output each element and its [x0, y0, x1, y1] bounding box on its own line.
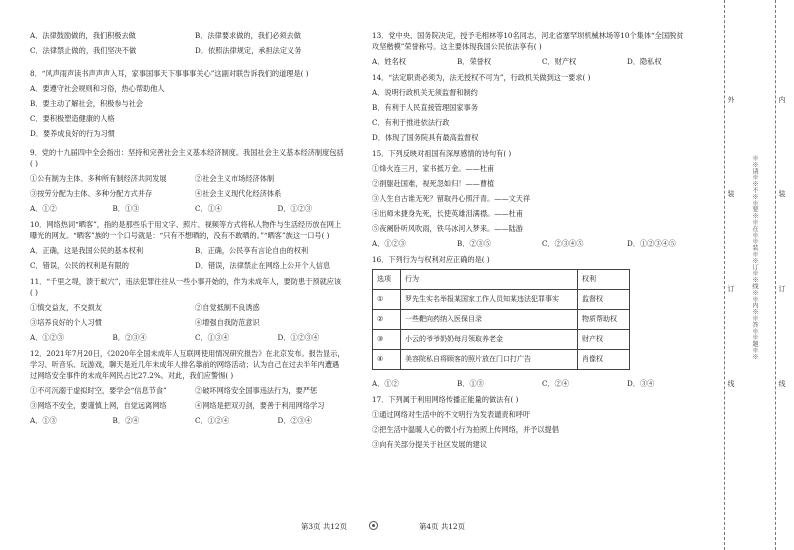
q15-item-4: ④出师未捷身先死，长使英雄泪满襟。——杜甫: [372, 209, 523, 218]
binding-label-ding-inner: 订: [778, 285, 786, 292]
q13-option-b[interactable]: B．荣誉权: [457, 57, 492, 66]
q16-option-b[interactable]: B．①③: [457, 379, 484, 388]
q10-option-b[interactable]: B．正确，公民享有言论自由的权利: [195, 246, 309, 255]
q14-option-b[interactable]: B．有利于人民直接管理国家事务: [372, 103, 478, 112]
q16-option-d[interactable]: D．③④: [627, 379, 655, 388]
table-header-option: 选项: [373, 270, 401, 290]
q11-option-c[interactable]: C．①③④: [195, 333, 230, 342]
q13-option-c[interactable]: C．财产权: [542, 57, 577, 66]
q9-stem-cont: ( ): [30, 159, 38, 168]
q11-option-d[interactable]: D．①②③④: [277, 333, 320, 342]
right-page-column: [372, 30, 702, 455]
question-14: [372, 72, 702, 143]
q15-option-c[interactable]: C．②③④⑤: [542, 239, 584, 248]
table-row: [373, 290, 630, 310]
q8-option-c[interactable]: C．要积极塑造健康的人格: [30, 114, 115, 123]
left-page-column: [30, 30, 350, 431]
table-cell: 财产权: [578, 330, 630, 350]
q10-option-d[interactable]: D．错误，法律禁止在网络上公开个人信息: [195, 261, 331, 270]
q9-item-4: ④社会主义现代化经济体系: [195, 189, 282, 198]
q13-option-a[interactable]: A．姓名权: [372, 57, 406, 66]
binding-notice: ※※请※※不※※要※※在※※装※※订※※线※※内※※答※※题※※: [751, 155, 758, 360]
table-cell: ②: [373, 310, 401, 330]
q15-item-1: ①烽火连三月，家书抵万金。——杜甫: [372, 164, 495, 173]
binding-label-outer: 外: [727, 96, 735, 103]
q14-stem: 14．“法定职责必须为，法无授权不可为”，行政机关做到这一要求( ): [372, 73, 591, 82]
q16-stem: 16．下列行为与权利对应正确的是( ): [372, 255, 490, 264]
q12-stem-cont-2: 过网络安全事件的未成年网民占比27.2%。对此，我们应警惕( ): [30, 371, 234, 380]
table-row: [373, 350, 630, 370]
q10-stem: 10．网络热词“晒客”，指的是那些乐于用文字、照片、视频等方式将私人物件与生活经历放在网上: [30, 220, 342, 229]
q7-option-c[interactable]: C．法律禁止做的，我们坚决不做: [30, 46, 137, 55]
table-cell: ①: [373, 290, 401, 310]
table-cell: 物质帮助权: [578, 310, 630, 330]
q12-option-d[interactable]: D．②③④: [277, 416, 313, 425]
q12-stem: 12．2021年7月20日，《2020年全国未成年人互联网使用情况研究报告》在北京发布。报告显示，: [30, 349, 345, 358]
q11-item-3: ③培养良好的个人习惯: [30, 318, 102, 327]
question-9: [30, 147, 350, 214]
q9-item-2: ②社会主义市场经济体制: [195, 174, 275, 183]
footer-page-number-left: 第3页 共12页: [301, 522, 348, 531]
question-11: [30, 276, 350, 343]
q12-item-4: ④网络是把双刃剑，要善于利用网络学习: [195, 401, 325, 410]
table-header-right: 权利: [578, 270, 630, 290]
question-13: [372, 30, 702, 67]
q8-stem: 8．“风声雨声读书声声声入耳，家事国事天下事事事关心”这副对联告诉我们的道理是( ): [30, 69, 309, 78]
question-10: [30, 219, 350, 271]
binding-label-inner: 内: [778, 96, 786, 103]
q7-option-a[interactable]: A．法律鼓励做的，我们积极去做: [30, 31, 136, 40]
q9-option-b[interactable]: B．①③: [112, 204, 140, 213]
q11-option-b[interactable]: B．②③④: [112, 333, 147, 342]
q17-item-3: ③向有关部分提关于社区发展的建议: [372, 440, 488, 449]
table-cell: 肖像权: [578, 350, 630, 370]
q12-item-1: ①不可沉溺于虚拟时空，要学会“信息节食”: [30, 386, 167, 395]
q9-item-1: ①公有制为主体、多种所有制经济共同发展: [30, 174, 167, 183]
table-header-behavior: 行为: [401, 270, 578, 290]
binding-label-ding: 订: [727, 285, 735, 292]
q8-option-b[interactable]: B．要主动了解社会，积极参与社会: [30, 99, 144, 108]
q15-stem: 15．下列反映对祖国有深厚感情的诗句有( ): [372, 149, 512, 158]
q17-item-1: ①通过网络对生活中的不文明行为发表谴责和呼吁: [372, 410, 531, 419]
q16-option-c[interactable]: C．②④: [542, 379, 570, 388]
binding-label-zhuang-inner: 装: [778, 190, 786, 197]
q14-option-c[interactable]: C．有利于推进依法行政: [372, 118, 450, 127]
binding-label-xian: 线: [727, 380, 735, 387]
q9-option-c[interactable]: C．①④: [195, 204, 223, 213]
table-cell: 美容院私自将顾客的照片放在门口打广告: [401, 350, 578, 370]
q12-option-a[interactable]: A．①③: [30, 416, 57, 425]
q13-option-d[interactable]: D．隐私权: [627, 57, 662, 66]
center-circle-icon: [369, 521, 378, 530]
q12-stem-cont-1: 学习、听音乐、玩游戏，聊天是近几年未成年人排名靠前的网络活动；认为自己在过去半年内遭遇: [30, 360, 340, 369]
q9-option-d[interactable]: D．①②③: [277, 204, 313, 213]
table-cell: ④: [373, 350, 401, 370]
question-15: [372, 148, 702, 249]
q11-option-a[interactable]: A．①②③: [30, 333, 64, 342]
q15-option-b[interactable]: B．②③⑤: [457, 239, 492, 248]
q17-item-2: ②把生活中温暖人心的微小行为拍照上传网络，并予以提倡: [372, 425, 559, 434]
q12-option-b[interactable]: B．②④: [112, 416, 140, 425]
q9-stem: 9．党的十九届四中全会指出：坚持和完善社会主义基本经济制度。我国社会主义基本经济制度包括: [30, 148, 344, 157]
question-17: [372, 394, 702, 450]
q11-stem: 11．“千里之堤，溃于蚁穴”，违法犯罪往往从一些小事开始的，作为未成年人，要防患于预就应该: [30, 277, 342, 286]
q10-option-a[interactable]: A．正确，这是我国公民的基本权利: [30, 246, 144, 255]
q15-option-d[interactable]: D．①②③④⑤: [627, 239, 676, 248]
q13-stem-cont: 攻坚楷模”荣誉称号。这主要体现我国公民依法享有( ): [372, 42, 542, 51]
table-header-row: [373, 270, 630, 290]
q16-option-a[interactable]: A．①②: [372, 379, 399, 388]
question-7-options: [30, 30, 350, 56]
q11-item-2: ②自觉抵制不良诱惑: [195, 303, 260, 312]
question-12: [30, 348, 350, 426]
question-16: [372, 254, 702, 389]
q11-item-4: ④增强自我防范意识: [195, 318, 260, 327]
table-cell: ③: [373, 330, 401, 350]
q11-stem-cont: ( ): [30, 288, 38, 297]
table-cell: 小云的爷爷奶奶每月领取养老金: [401, 330, 578, 350]
q8-option-a[interactable]: A．要遵守社会规则和习俗，热心帮助他人: [30, 84, 165, 93]
table-cell: 监督权: [578, 290, 630, 310]
q15-item-5: ⑤夜阑卧听风吹雨，铁马冰河入梦来。——陆游: [372, 224, 523, 233]
q14-option-a[interactable]: A．说明行政机关无须监督和制约: [372, 88, 478, 97]
binding-line-inner: [775, 0, 776, 550]
q12-item-3: ③网络不安全，要谨慎上网，自觉远离网络: [30, 401, 167, 410]
q10-option-c[interactable]: C．错误，公民的权利是有限的: [30, 261, 129, 270]
q15-item-3: ③人生自古谁无死？留取丹心照汗青。——文天祥: [372, 194, 531, 203]
footer-page-number-right: 第4页 共12页: [419, 522, 466, 531]
binding-strip: [712, 0, 794, 550]
binding-line-outer: [724, 0, 725, 550]
q13-stem: 13．党中央、国务院决定，授予毛相林等10名同志，河北省塞罕坝机械林场等10个集体“全国脱贫: [372, 31, 684, 40]
q7-option-d[interactable]: D．依照法律规定，承担法定义务: [195, 46, 302, 55]
q10-stem-cont: 曝光的网友。“晒客”族的一个口号就是：“只有不想晒的，没有不敢晒的。”“晒客”族这一口号( ): [30, 231, 330, 240]
q9-item-3: ③按劳分配为主体、多种分配方式并存: [30, 189, 153, 198]
q15-option-a[interactable]: A．①②③: [372, 239, 406, 248]
binding-label-xian-inner: 线: [778, 380, 786, 387]
q11-item-1: ①慎交益友，不交损友: [30, 303, 102, 312]
table-row: [373, 310, 630, 330]
q12-option-c[interactable]: C．①②④: [195, 416, 230, 425]
table-cell: 罗先生实名举报某国家工作人员知某违法犯罪事实: [401, 290, 578, 310]
q14-option-d[interactable]: D．体现了国务院具有最高监督权: [372, 133, 479, 142]
q7-option-b[interactable]: B．法律要求做的，我们必须去做: [195, 31, 301, 40]
question-8: [30, 68, 350, 139]
table-cell: 一些靶向药纳入医保目录: [401, 310, 578, 330]
q8-option-d[interactable]: D．要养成良好的行为习惯: [30, 129, 115, 138]
q12-item-2: ②破坏网络安全国事违法行为，要严惩: [195, 386, 318, 395]
q15-item-2: ②捐躯赴国难，视死忽如归！——曹植: [372, 179, 495, 188]
q9-option-a[interactable]: A．①②: [30, 204, 57, 213]
binding-label-zhuang: 装: [727, 190, 735, 197]
q17-stem: 17．下列属于利用网络传播正能量的做法有( ): [372, 395, 519, 404]
rights-table: [372, 269, 630, 370]
table-row: [373, 330, 630, 350]
